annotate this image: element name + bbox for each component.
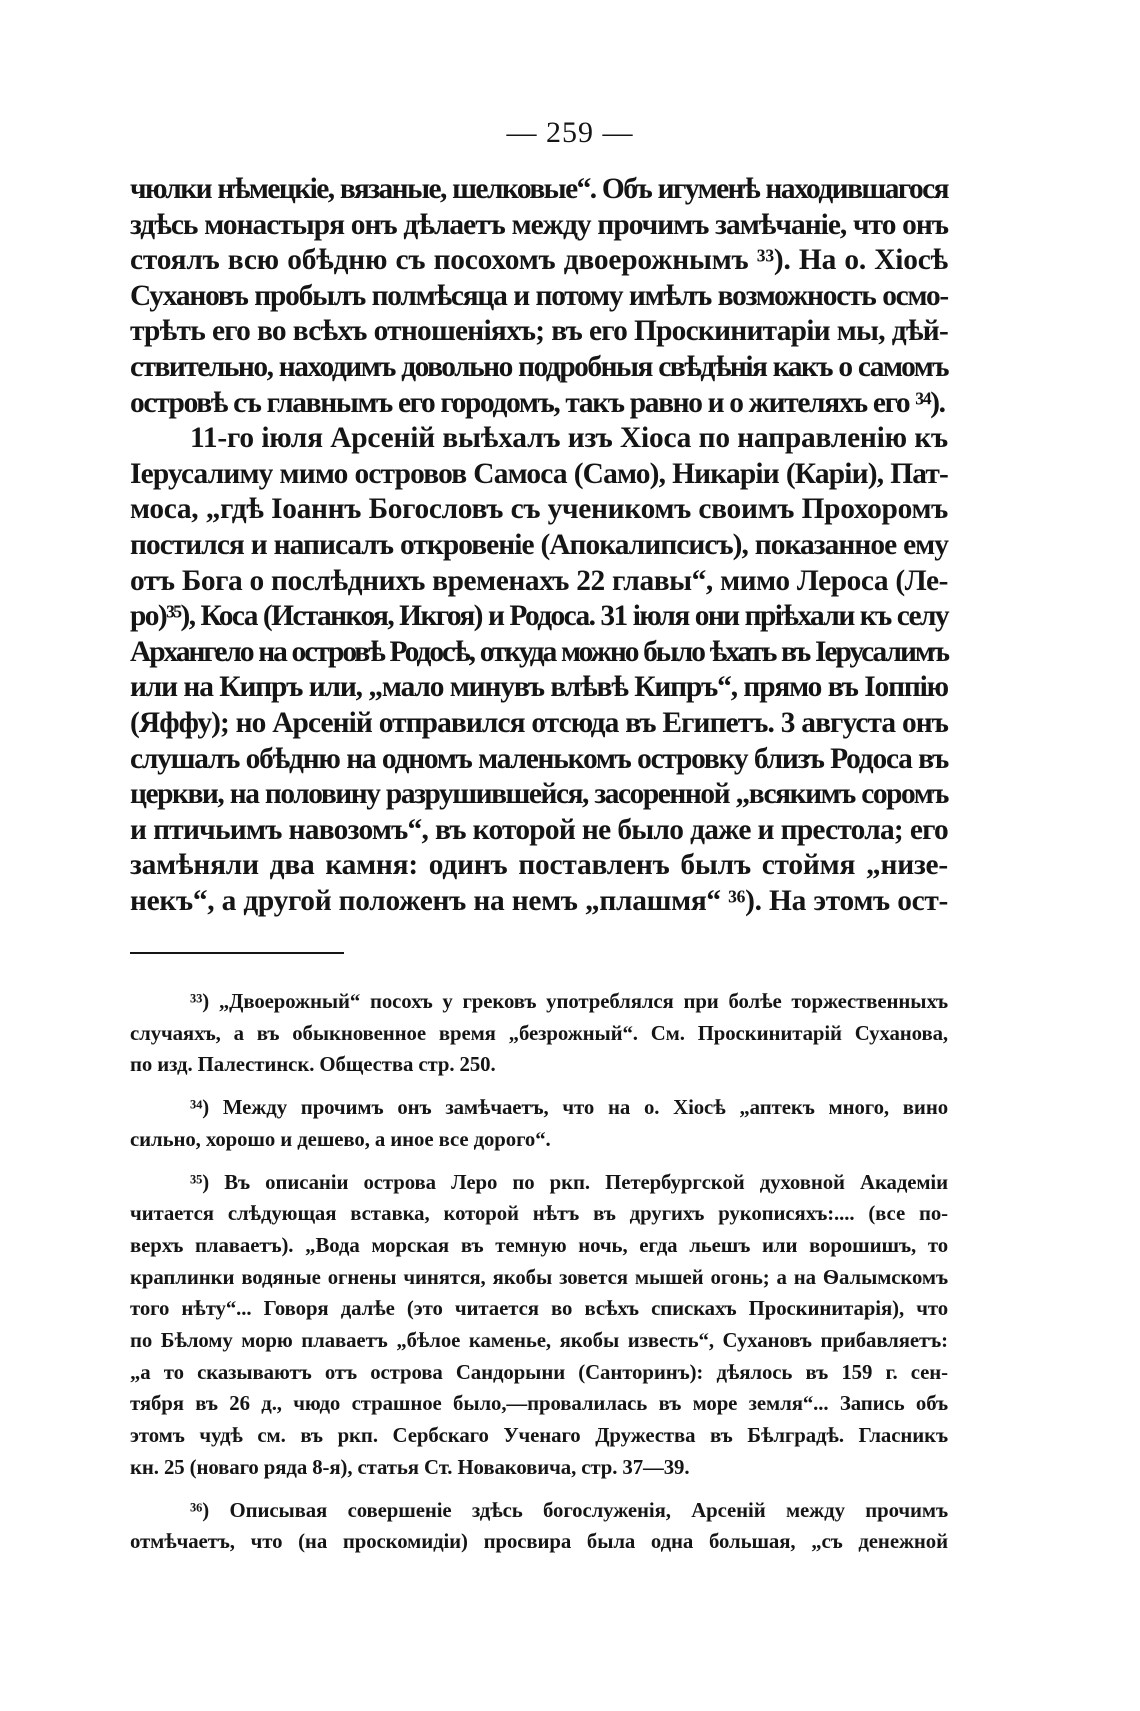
footnote-35 [130, 1167, 948, 1484]
footnote-mark: ³⁶) [190, 1498, 210, 1522]
footnote-line [130, 1495, 948, 1527]
text-line: трѣть его во всѣхъ отношеніяхъ; въ его Проскинитаріи мы, дѣй- [130, 315, 948, 348]
text-line: здѣсь монастыря онъ дѣлаетъ между прочимъ замѣчаніе, что онъ [130, 208, 948, 241]
footnote-line: этомъ чудѣ см. въ ркп. Сербскаго Ученаго Дружества въ Бѣлградѣ. Гласникъ [130, 1424, 948, 1448]
footnote-text: Въ описаніи острова Леро по ркп. Петербургской духовной Академіи [224, 1170, 948, 1194]
text-line: слушалъ обѣдню на одномъ маленькомъ островку близъ Родоса въ [130, 742, 948, 775]
text-line: стоялъ всю обѣдню съ посохомъ двоерожнымъ ³³). На о. Хіосѣ [130, 244, 948, 277]
page-number: — 259 — [506, 116, 634, 149]
footnote-33 [130, 986, 948, 1081]
footnote-line [130, 1092, 948, 1124]
footnote-line: верхъ плаваетъ). „Вода морская въ темную ночь, егда льешъ или ворошишъ, то [130, 1233, 948, 1257]
text-line: Архангело на островѣ Родосѣ, откуда можно было ѣхать въ Іерусалимъ [130, 635, 948, 668]
main-text [130, 172, 948, 919]
footnote-line: краплинки водяные огнены чинятся, якобы зовется мышей огонь; а на Ѳалымскомъ [130, 1265, 948, 1289]
footnote-text: Описывая совершеніе здѣсь богослуженія, Арсеній между прочимъ [229, 1498, 948, 1522]
footnote-text: „Двоерожный“ посохъ у грековъ употреблялся при болѣе торжественныхъ [218, 990, 948, 1013]
text-line: чюлки нѣмецкіе, вязаные, шелковые“. Объ игуменѣ находившагося [130, 173, 948, 205]
text-line: (Яффу); но Арсеній отправился отсюда въ Египетъ. 3 августа онъ [130, 706, 948, 739]
footnote-mark: ³³) [190, 990, 210, 1013]
footnote-line: кн. 25 (новаго ряда 8-я), статья Ст. Новаковича, стр. 37—39. [130, 1455, 690, 1479]
footnote-separator [130, 952, 344, 954]
text-line: церкви, на половину разрушившейся, засоренной „всякимъ соромъ [130, 778, 948, 811]
paragraph-start-line: 11-го іюля Арсеній выѣхалъ изъ Хіоса по направленію къ [190, 422, 948, 455]
text-line: постился и написалъ откровеніе (Апокалипсисъ), показанное ему [130, 528, 948, 561]
text-line: островѣ съ главнымъ его городомъ, такъ равно и о жителяхъ его ³⁴). [130, 386, 945, 419]
footnote-line: сильно, хорошо и дешево, а иное все дорого“. [130, 1127, 551, 1151]
footnote-mark: ³⁴) [190, 1096, 210, 1120]
footnote-line: читается слѣдующая вставка, которой нѣтъ въ другихъ рукописяхъ:.... (все по- [130, 1202, 948, 1226]
text-line: и птичьимъ навозомъ“, въ которой не было даже и престола; его [130, 813, 948, 846]
footnote-line: отмѣчаетъ, что (на проскомидіи) просвира была одна большая, „съ денежной [130, 1530, 948, 1554]
footnote-line: по Бѣлому морю плаваетъ „бѣлое каменье, якобы известь“, Сухановъ прибавляетъ: [130, 1329, 948, 1353]
footnote-text: Между прочимъ онъ замѣчаетъ, что на о. Хіосѣ „аптекъ много, вино [222, 1096, 948, 1120]
text-line: ро)³⁵), Коса (Истанкоя, Икгоя) и Родоса. 31 іюля они пріѣхали къ селу [130, 600, 948, 633]
footnote-36 [130, 1495, 948, 1558]
text-line: ствительно, находимъ довольно подробныя свѣдѣнія какъ о самомъ [130, 350, 948, 383]
text-line: Сухановъ пробылъ полмѣсяца и потому имѣлъ возможность осмо- [130, 279, 948, 312]
text-line: отъ Бога о послѣднихъ временахъ 22 главы“, мимо Лероса (Ле- [130, 564, 948, 597]
footnote-line: по изд. Палестинск. Общества стр. 250. [130, 1053, 496, 1077]
footnote-mark: ³⁵) [190, 1170, 210, 1194]
text-line: замѣняли два камня: одинъ поставленъ былъ стоймя „низе- [130, 849, 948, 882]
footnote-line [130, 1167, 948, 1199]
footnote-line: того нѣту“... Говоря далѣе (это читается во всѣхъ спискахъ Проскинитарія), что [130, 1297, 948, 1321]
text-line: Іерусалиму мимо островов Самоса (Само), Никаріи (Каріи), Пат- [130, 457, 948, 490]
footnotes [130, 986, 948, 1558]
footnote-line: случаяхъ, а въ обыкновенное время „безрожный“. См. Проскинитарій Суханова, [130, 1021, 948, 1045]
footnote-line [130, 986, 948, 1018]
footnote-line: „а то сказываютъ отъ острова Сандорыни (Санторинъ): дѣялось въ 159 г. сен- [130, 1360, 948, 1384]
footnote-line: тября въ 26 д., чюдо страшное было,—провалилась въ море земля“... Запись объ [130, 1392, 948, 1416]
text-line: моса, „гдѣ Іоаннъ Богословъ съ ученикомъ своимъ Прохоромъ [130, 493, 948, 526]
text-line: некъ“, а другой положенъ на немъ „плашмя“ ³⁶). На этомъ ост- [130, 884, 948, 917]
text-line: или на Кипръ или, „мало минувъ влѣвѣ Кипръ“, прямо въ Іоппію [130, 671, 948, 704]
footnote-34 [130, 1092, 948, 1155]
